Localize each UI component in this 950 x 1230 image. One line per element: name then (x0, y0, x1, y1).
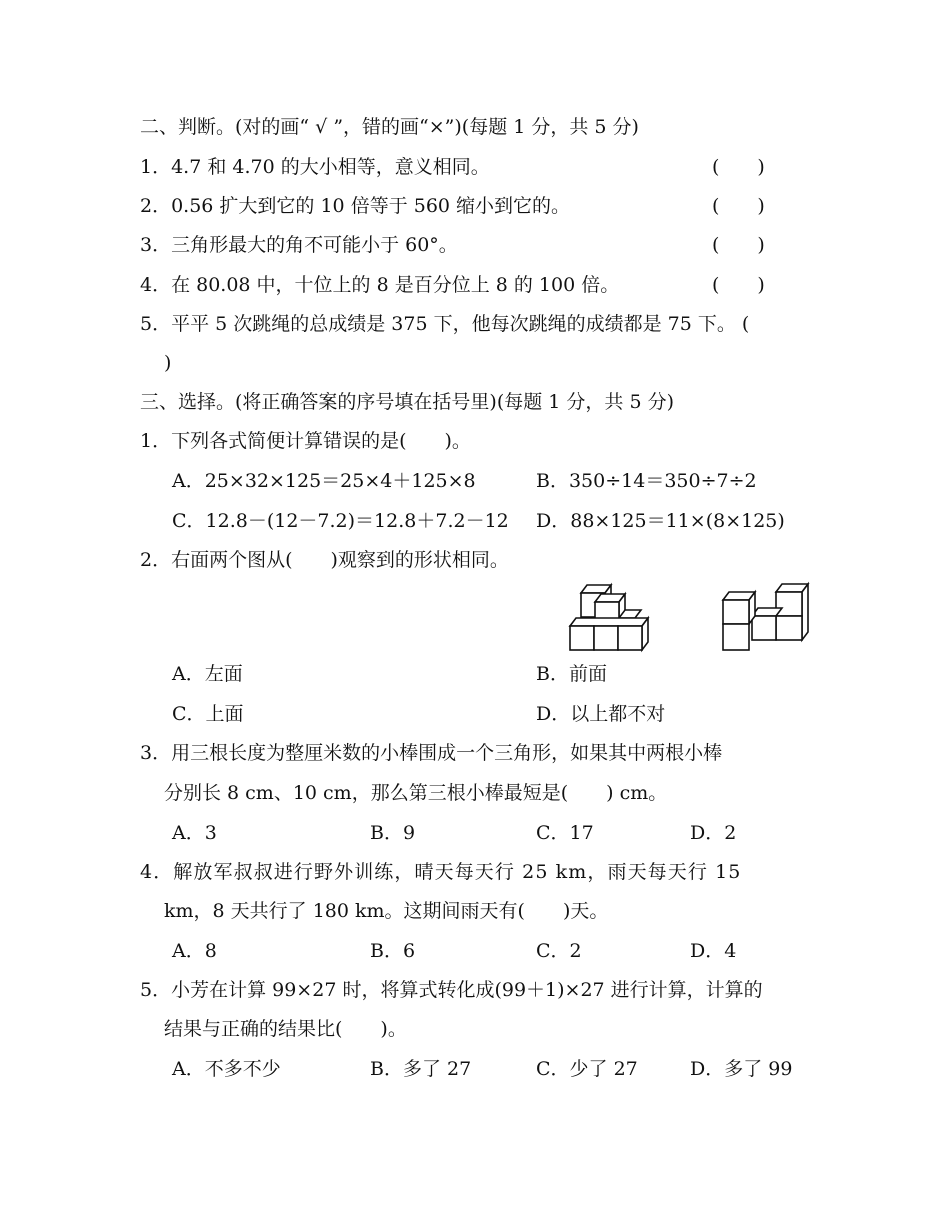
choice-q5-option-c: C．少了 27 (536, 1058, 638, 1080)
choice-q5-line2: 结果与正确的结果比( )。 (164, 1018, 407, 1040)
choice-q5-option-a: A．不多不少 (172, 1058, 281, 1080)
choice-q1-option-a: A．25×32×125＝25×4＋125×8 (172, 470, 476, 492)
choice-q4-option-c: C．2 (536, 940, 582, 962)
judge-answer-paren-3[interactable]: ( ) (712, 234, 765, 256)
judge-heading: 二、判断。(对的画“ √ ”，错的画“×”)(每题 1 分，共 5 分) (140, 116, 639, 138)
choice-q3-option-b: B．9 (370, 822, 416, 844)
choice-q4-option-a: A．8 (172, 940, 217, 962)
choice-q4-option-b: B．6 (370, 940, 416, 962)
choice-q1-stem: 1．下列各式简便计算错误的是( )。 (140, 430, 471, 452)
judge-item-5: 5．平平 5 次跳绳的总成绩是 375 下，他每次跳绳的成绩都是 75 下。 ( (140, 313, 750, 335)
choice-q3-option-a: A．3 (172, 822, 217, 844)
choice-q1-option-b: B．350÷14＝350÷7÷2 (536, 470, 757, 492)
choice-q2-option-c: C．上面 (172, 703, 244, 725)
judge-item-2: 2．0.56 扩大到它的 10 倍等于 560 缩小到它的。 (140, 195, 571, 217)
choice-q3-line2: 分别长 8 cm、10 cm，那么第三根小棒最短是( ) cm。 (164, 782, 668, 804)
judge-item-4: 4．在 80.08 中，十位上的 8 是百分位上 8 的 100 倍。 (140, 274, 620, 296)
choice-q2-stem: 2．右面两个图从( )观察到的形状相同。 (140, 549, 509, 571)
cube-figure-right (718, 578, 818, 656)
choice-q4-line2: km，8 天共行了 180 km。这期间雨天有( )天。 (164, 900, 609, 922)
choice-q4-option-d: D．4 (690, 940, 737, 962)
choice-q1-option-c: C．12.8－(12－7.2)＝12.8＋7.2－12 (172, 510, 509, 532)
choice-q3-option-c: C．17 (536, 822, 594, 844)
choice-q4-line1: 4．解放军叔叔进行野外训练，晴天每天行 25 km，雨天每天行 15 (140, 861, 742, 883)
cube-figure-left (565, 580, 655, 655)
choice-q2-option-d: D．以上都不对 (536, 703, 666, 725)
choice-q5-option-d: D．多了 99 (690, 1058, 793, 1080)
judge-item-1: 1．4.7 和 4.70 的大小相等，意义相同。 (140, 156, 490, 178)
choice-q5-line1: 5．小芳在计算 99×27 时，将算式转化成(99＋1)×27 进行计算，计算的 (140, 979, 763, 1001)
choice-q1-option-d: D．88×125＝11×(8×125) (536, 510, 785, 532)
judge-item-5-tail: ) (164, 352, 172, 374)
choice-heading: 三、选择。(将正确答案的序号填在括号里)(每题 1 分，共 5 分) (140, 391, 674, 413)
judge-answer-paren-2[interactable]: ( ) (712, 195, 765, 217)
choice-q2-option-a: A．左面 (172, 663, 243, 685)
choice-q5-option-b: B．多了 27 (370, 1058, 472, 1080)
choice-q3-line1: 3．用三根长度为整厘米数的小棒围成一个三角形，如果其中两根小棒 (140, 742, 723, 764)
choice-q3-option-d: D．2 (690, 822, 737, 844)
judge-answer-paren-1[interactable]: ( ) (712, 156, 765, 178)
judge-answer-paren-4[interactable]: ( ) (712, 274, 765, 296)
judge-item-3: 3．三角形最大的角不可能小于 60°。 (140, 234, 458, 256)
choice-q2-option-b: B．前面 (536, 663, 607, 685)
